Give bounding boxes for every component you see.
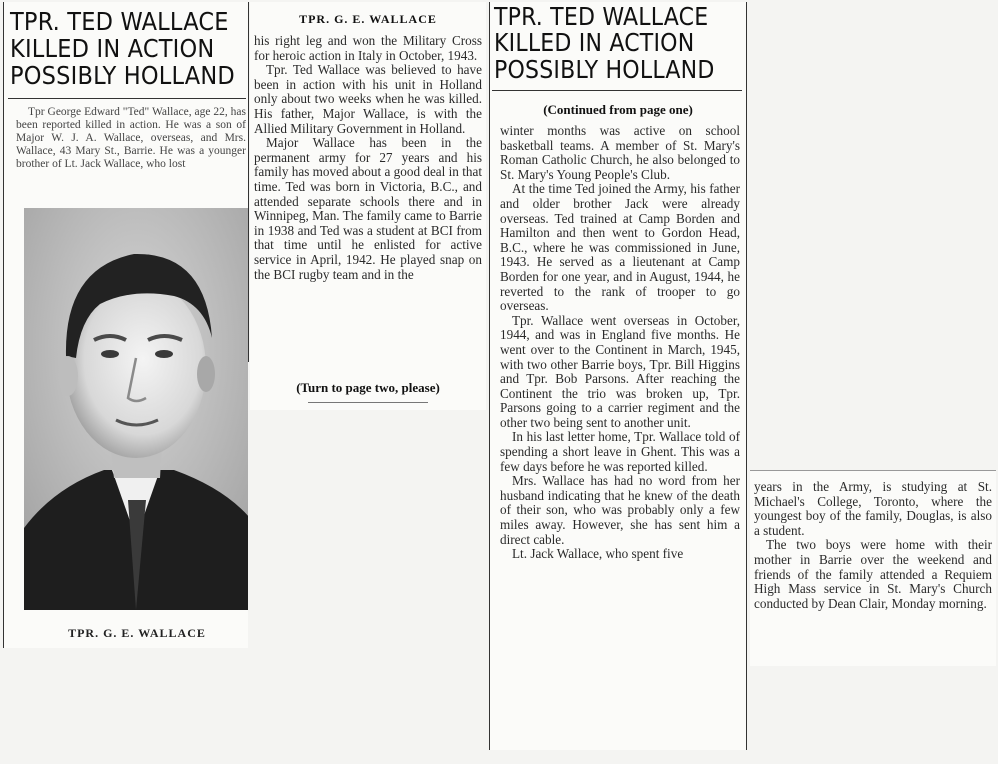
col4-paragraph: The two boys were home with their mother in Barrie over the weekend and friends of the family attended a Requiem High Mass service in St. Mary's Church conducted by Dean Clair, Monday morning. — [754, 537, 992, 611]
col3-paragraph: Lt. Jack Wallace, who spent five — [512, 546, 684, 562]
col3-paragraph: Tpr. Wallace went overseas in October, 1944, and was in England five months. He went over to the Continent in March, 1945, with two other Barrie boys, Tpr. Bill Higgins and Tpr. Bob Parsons. After reaching the Continent the trio was broken up, Tpr. Parsons going to a carrier regiment and the other two being sent to another unit. — [500, 312, 740, 430]
continued-line: (Continued from page one) — [543, 102, 693, 117]
clipping-column-4 — [750, 470, 996, 666]
lede-paragraph: Tpr George Edward "Ted" Wallace, age 22, has been reported killed in action. He was a son of Major W. J. A. Wallace, overseas, and Mrs. Wallace, 43 Mary St., Barrie. He was a younger brother of Lt. Jack Wallace, who lost — [16, 106, 246, 170]
jump-divider — [308, 402, 428, 403]
headline-col1: TPR. TED WALLACE KILLED IN ACTION POSSIBLY HOLLAND — [10, 7, 235, 90]
portrait-photo — [24, 208, 248, 610]
col3-body — [500, 124, 740, 562]
col4-top-rule — [750, 470, 996, 471]
gutter-fragments — [474, 380, 488, 750]
col3-paragraph: In his last letter home, Tpr. Wallace told of spending a short leave in Ghent. This was a few days before he was reported killed. — [500, 429, 740, 474]
col3-paragraph: winter months was active on school basketball teams. A member of St. Mary's Roman Catholic Church, he also belonged to St. Mary's Young People's Club. — [500, 123, 740, 182]
col2-paragraph: his right leg and won the Military Cross for heroic action in Italy in October, 1943. — [254, 33, 482, 63]
col4-paragraph: years in the Army, is studying at St. Michael's College, Toronto, where the youngest boy of the family, Douglas, is also a student. — [754, 479, 992, 538]
col4-body — [754, 480, 992, 611]
clipping-column-3 — [490, 2, 746, 750]
col2-header: TPR. G. E. WALLACE — [299, 12, 437, 26]
headline-underline-col3 — [492, 90, 742, 91]
col2-paragraph: Major Wallace has been in the permanent army for 27 years and his family has moved about a good deal in that time. Ted was born in Victoria, B.C., and attended separate schools there and in Winnipeg, Man. The family came to Barrie in 1938 and Ted was a student at BCI from that time until he enlisted for active service in April, 1942. He played snap on the BCI rugby team and in the — [254, 135, 482, 282]
portrait-image — [24, 208, 248, 610]
clipping-column-1 — [4, 2, 248, 648]
col2-paragraph: Tpr. Ted Wallace was believed to have been in action with his unit in Holland only about two weeks when he was killed. His father, Major Wallace, is with the Allied Military Government in Holland. — [254, 62, 482, 136]
headline-col3: TPR. TED WALLACE KILLED IN ACTION POSSIBLY HOLLAND — [494, 2, 715, 84]
col2-body — [254, 34, 482, 282]
column-rule-1b — [248, 2, 249, 362]
clipping-column-2 — [250, 2, 486, 410]
column-rule-4 — [746, 2, 747, 750]
column-rule-1 — [3, 2, 4, 648]
article-lede — [16, 106, 246, 171]
col3-paragraph: Mrs. Wallace has had no word from her husband indicating that he knew of the death of their son, who was probably only a few miles away. However, she has sent him a direct cable. — [500, 473, 740, 547]
headline-underline — [8, 98, 246, 99]
jump-line: (Turn to page two, please) — [296, 380, 440, 395]
col3-paragraph: At the time Ted joined the Army, his father and older brother Jack were already overseas. Ted trained at Camp Borden and Hamilton and then went to Gordon Head, B.C., where he was commissioned in June, 1943. He served as a lieutenant at Camp Borden for one year, and in August, 1944, he reverted to the rank of trooper to go overseas. — [500, 181, 740, 314]
photo-caption: TPR. G. E. WALLACE — [68, 626, 206, 640]
